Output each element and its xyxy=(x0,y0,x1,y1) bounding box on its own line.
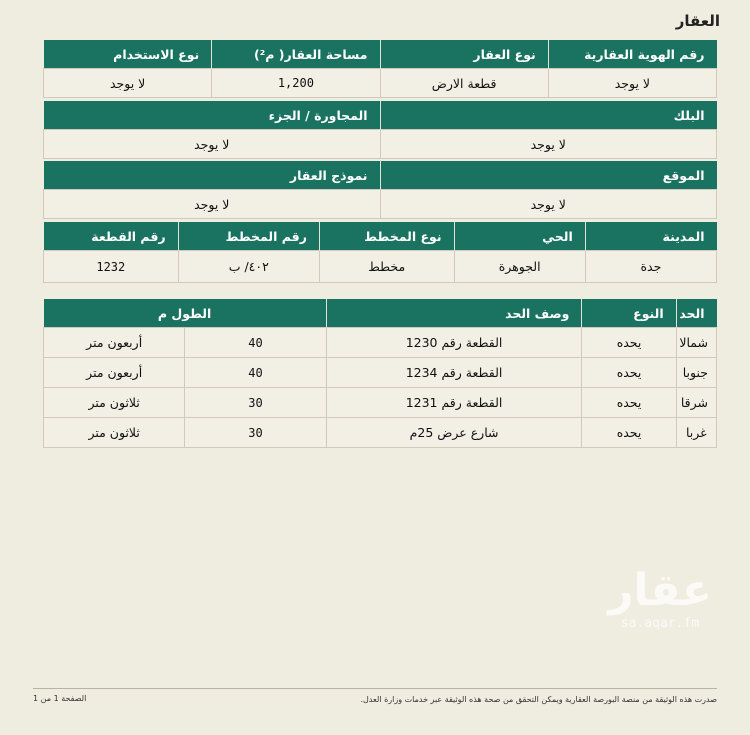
boundary-type: يحده xyxy=(582,418,676,448)
usage-type-value: لا يوجد xyxy=(44,69,212,98)
boundary-side: جنوبا xyxy=(676,358,716,388)
boundary-side: شرقا xyxy=(676,388,716,418)
property-id-value: لا يوجد xyxy=(548,69,716,98)
district-value: الجوهرة xyxy=(454,251,585,283)
header-property-type: نوع العقار xyxy=(380,40,548,69)
plan-table xyxy=(43,222,717,283)
boundary-description: شارع عرض 25م xyxy=(326,418,582,448)
property-area-value: 1,200 xyxy=(212,69,380,98)
boundary-length-text: أربعون متر xyxy=(44,358,185,388)
boundary-description: القطعة رقم 1234 xyxy=(326,358,582,388)
header-boundary: الحد xyxy=(676,299,716,328)
table-row xyxy=(44,130,717,159)
header-property-area: مساحة العقار( م²) xyxy=(212,40,380,69)
boundary-type: يحده xyxy=(582,328,676,358)
table-row xyxy=(44,190,717,219)
table-row xyxy=(44,418,717,448)
city-value: جدة xyxy=(585,251,716,283)
table-row xyxy=(44,328,717,358)
page-number: الصفحة 1 من 1 xyxy=(33,694,87,703)
boundary-side: شمالا xyxy=(676,328,716,358)
header-block: البلك xyxy=(380,101,717,130)
boundary-side: غربا xyxy=(676,418,716,448)
table-row xyxy=(44,251,717,283)
footer-note: صدرت هذه الوثيقة من منصة البورصة العقارية ويمكن التحقق من صحة هذه الوثيقة عبر خدمات وزارة العدل. xyxy=(360,695,717,704)
property-type-value: قطعة الارض xyxy=(380,69,548,98)
location-table xyxy=(43,161,717,219)
boundary-length: 40 xyxy=(185,358,326,388)
table-row xyxy=(44,69,717,98)
plot-number-value: 1232 xyxy=(44,251,179,283)
table-header-row xyxy=(44,161,717,190)
header-city: المدينة xyxy=(585,222,716,251)
neighborhood-part-value: لا يوجد xyxy=(44,130,381,159)
header-plan-number: رقم المخطط xyxy=(178,222,319,251)
header-boundary-type: النوع xyxy=(582,299,676,328)
boundary-type: يحده xyxy=(582,388,676,418)
property-model-value: لا يوجد xyxy=(44,190,381,219)
table-header-row xyxy=(44,40,717,69)
boundary-length-text: ثلاثون متر xyxy=(44,388,185,418)
header-usage-type: نوع الاستخدام xyxy=(44,40,212,69)
table-row xyxy=(44,358,717,388)
page-title: العقار xyxy=(675,12,720,30)
table-header-row xyxy=(44,222,717,251)
watermark-domain: sa.aqar.fm xyxy=(620,616,700,631)
header-property-id: رقم الهوية العقارية xyxy=(548,40,716,69)
table-header-row xyxy=(44,101,717,130)
table-row xyxy=(44,388,717,418)
plan-number-value: ٤٠٢/ ب xyxy=(178,251,319,283)
header-length: الطول م xyxy=(44,299,327,328)
header-location: الموقع xyxy=(380,161,717,190)
watermark-logo-text: عقار xyxy=(608,565,712,616)
boundary-length: 40 xyxy=(185,328,326,358)
block-value: لا يوجد xyxy=(380,130,717,159)
block-table xyxy=(43,101,717,159)
boundaries-table xyxy=(43,299,717,448)
boundary-description: القطعة رقم 1230 xyxy=(326,328,582,358)
header-plot-number: رقم القطعة xyxy=(44,222,179,251)
boundary-length-text: ثلاثون متر xyxy=(44,418,185,448)
boundary-length-text: أربعون متر xyxy=(44,328,185,358)
boundary-type: يحده xyxy=(582,358,676,388)
location-value: لا يوجد xyxy=(380,190,717,219)
boundary-length: 30 xyxy=(185,388,326,418)
footer-divider xyxy=(33,688,717,689)
plan-type-value: مخطط xyxy=(319,251,454,283)
header-plan-type: نوع المخطط xyxy=(319,222,454,251)
boundary-length: 30 xyxy=(185,418,326,448)
header-district: الحي xyxy=(454,222,585,251)
header-boundary-description: وصف الحد xyxy=(326,299,582,328)
header-neighborhood-part: المجاورة / الجزء xyxy=(44,101,381,130)
boundary-description: القطعة رقم 1231 xyxy=(326,388,582,418)
property-table xyxy=(43,40,717,98)
table-header-row xyxy=(44,299,717,328)
header-property-model: نموذج العقار xyxy=(44,161,381,190)
aqar-watermark xyxy=(600,566,720,631)
